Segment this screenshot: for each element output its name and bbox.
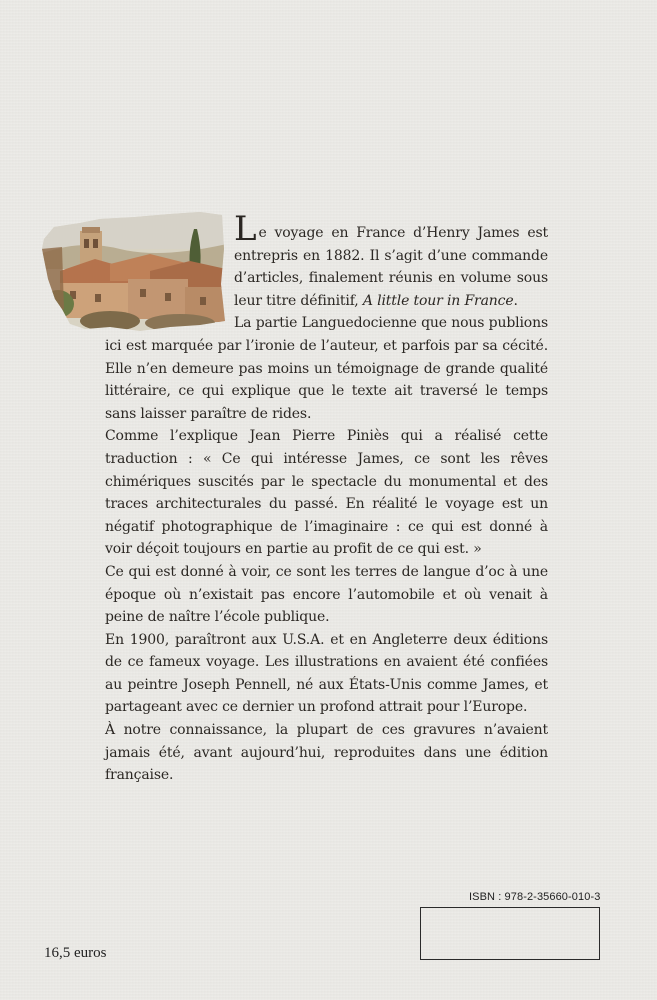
paragraph-6: À notre connaissance, la plupart de ces gravures n’avaient jamais été, avant aujourd’hui, reproduites dans une édition française. bbox=[105, 722, 548, 784]
paragraph-5: En 1900, paraîtront aux U.S.A. et en Angleterre deux éditions de ce fameux voyage. Les illustrations en avaient été confiées au peintre Joseph Pennell, né aux États-Unis comme James, et partageant avec ce dernier un profond attrait pour l’Europe. bbox=[105, 631, 548, 716]
price-label: 16,5 euros bbox=[44, 945, 107, 961]
isbn-label: ISBN : 978-2-35660-010-3 bbox=[469, 891, 601, 903]
paragraph-1-end: . bbox=[513, 292, 518, 309]
barcode-box bbox=[420, 907, 600, 960]
drop-cap: L bbox=[234, 209, 257, 249]
illustration-wrap-spacer bbox=[105, 214, 234, 332]
paragraph-4: Ce qui est donné à voir, ce sont les terres de langue d’oc à une époque où n’existait pas encore l’automobile et où venait à peine de naître l’école publique. bbox=[105, 563, 548, 626]
book-title: A little tour in France bbox=[362, 292, 514, 309]
back-cover-text bbox=[105, 209, 548, 787]
paragraph-3: Comme l’explique Jean Pierre Piniès qui a réalisé cette traduction : « Ce qui intéresse James, ce sont les rêves chimériques suscités par le spectacle du monumental et des traces architecturales du passé. En réalité le voyage est un négatif photographique de l’imaginaire : ce qui est donné à voir déçoit toujours en partie au profit de ce qui est. » bbox=[105, 428, 548, 558]
paragraph-2: La partie Languedocienne que nous publions ici est marquée par l’ironie de l’auteur, et parfois par sa cécité. Elle n’en demeure pas moins un témoignage de grande qualité littéraire, ce qui explique que le texte ait traversé le temps sans laisser paraître de rides. bbox=[105, 315, 548, 422]
paragraph-1-text: e voyage en France d’Henry James est entrepris en 1882. Il s’agit d’une commande d’articles, finalement réunis en volume sous leur titre définitif, bbox=[234, 225, 548, 309]
